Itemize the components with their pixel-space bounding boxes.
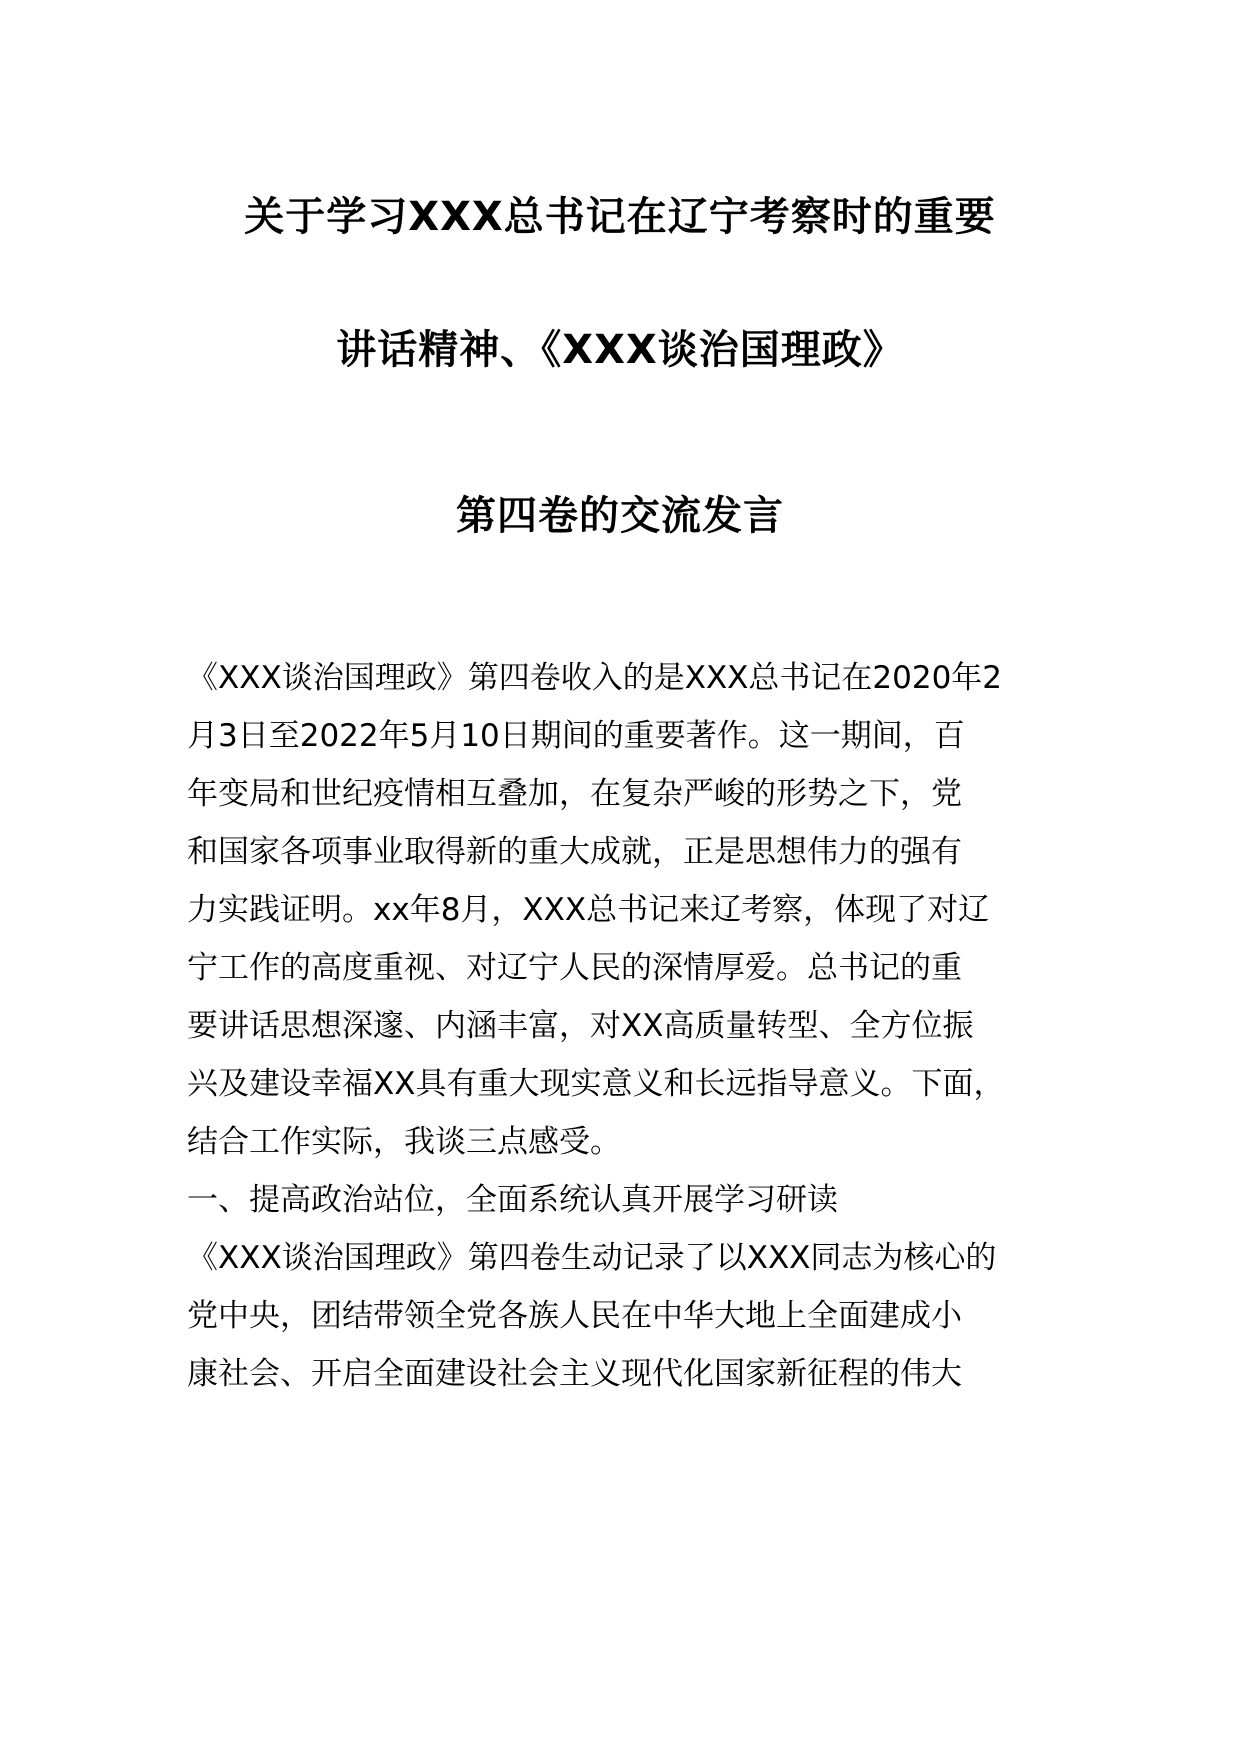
body-paragraph-line: 康社会、开启全面建设社会主义现代化国家新征程的伟大 <box>187 1356 962 1392</box>
body-paragraph-line: 要讲话思想深邃、内涵丰富，对XX高质量转型、全方位振 <box>187 1008 974 1044</box>
section-heading: 一、提高政治站位，全面系统认真开展学习研读 <box>187 1182 838 1218</box>
document-title-line-2: 讲话精神、《XXX谈治国理政》 <box>336 327 904 373</box>
body-paragraph-line: 宁工作的高度重视、对辽宁人民的深情厚爱。总书记的重 <box>187 950 962 986</box>
body-paragraph-line: 力实践证明。xx年8月，XXX总书记来辽考察，体现了对辽 <box>187 892 990 928</box>
document-title-line-3: 第四卷的交流发言 <box>456 493 784 539</box>
body-paragraph-line: 党中央，团结带领全党各族人民在中华大地上全面建成小 <box>187 1298 962 1334</box>
body-paragraph-line: 月3日至2022年5月10日期间的重要著作。这一期间，百 <box>187 718 965 754</box>
body-paragraph-line: 《XXX谈治国理政》第四卷生动记录了以XXX同志为核心的 <box>187 1240 997 1276</box>
body-paragraph-line: 年变局和世纪疫情相互叠加，在复杂严峻的形势之下，党 <box>187 776 962 812</box>
body-paragraph-line: 兴及建设幸福XX具有重大现实意义和长远指导意义。下面， <box>187 1066 1005 1102</box>
body-paragraph-line: 和国家各项事业取得新的重大成就，正是思想伟力的强有 <box>187 834 962 870</box>
document-title-line-1: 关于学习XXX总书记在辽宁考察时的重要 <box>244 194 996 240</box>
body-paragraph-line: 《XXX谈治国理政》第四卷收入的是XXX总书记在2020年2 <box>187 660 1003 696</box>
body-paragraph-line: 结合工作实际，我谈三点感受。 <box>187 1124 621 1160</box>
